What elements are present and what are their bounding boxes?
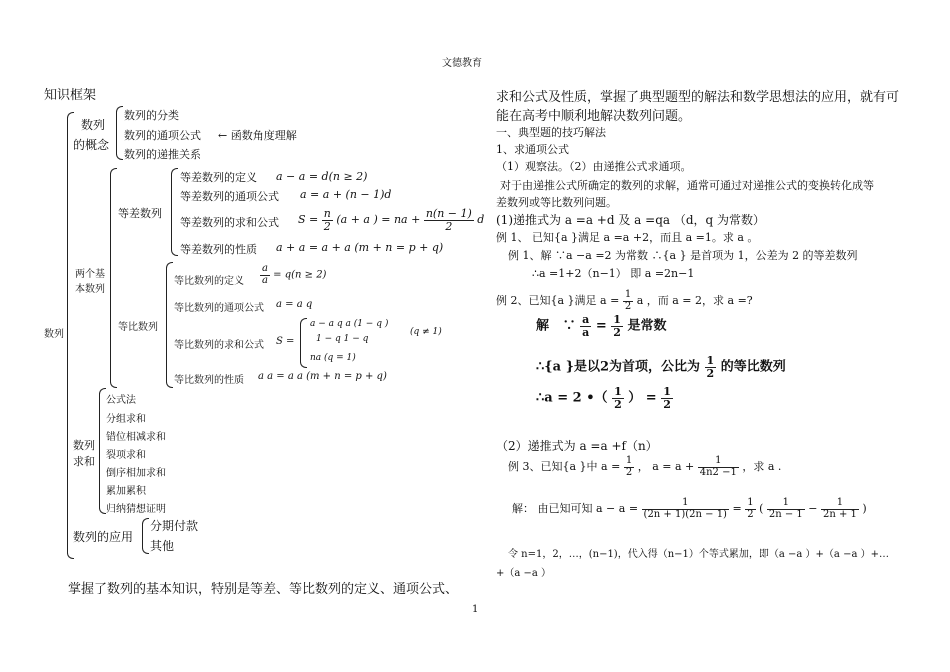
sum-item-7: 归纳猜想证明 xyxy=(106,504,166,515)
arith-item-prop: 等差数列的性质 xyxy=(180,243,257,256)
sum-item-6: 累加累积 xyxy=(106,486,146,497)
sum-item-5: 倒序相加求和 xyxy=(106,468,166,479)
root-brace xyxy=(67,112,74,559)
two-basic-brace xyxy=(110,168,117,388)
sum-item-3: 错位相减求和 xyxy=(106,432,166,443)
sum-label-2: 求和 xyxy=(73,455,95,468)
example-3-solution: 解： 由已知可知 a − a = $\frac{1}{(2n + 1)(2n - 1)}$ = $\frac{1}{2}$ ( $\frac{1}{2n - 1}$ − $\frac{1}{2n + 1}$ ) xyxy=(512,497,867,520)
root-label: 数列 xyxy=(44,329,64,340)
arith-formula-prop: a + a = a + a (m + n = p + q) xyxy=(276,241,444,254)
example-1-solution-1: 例 1、解 ∵a −a =2 为常数 ∴{a } 是首项为 1，公差为 2 的等差数列 xyxy=(508,249,858,262)
page-number: 1 xyxy=(472,604,479,615)
arith-formula-sum: S = $\frac{n}{2}$ (a + a ) = na + $\frac{n(n - 1)}{2}$ d xyxy=(298,207,485,233)
concept-note: ← 函数角度理解 xyxy=(218,129,297,142)
geo-formula-term: a = a q xyxy=(276,299,313,310)
right-line-1: 求和公式及性质，掌握了典型题型的解法和数学思想法的应用，就有可 xyxy=(496,90,900,105)
app-item-1: 分期付款 xyxy=(150,519,199,533)
two-basic-label-1: 两个基 xyxy=(75,269,105,280)
arith-label: 等差数列 xyxy=(118,207,162,220)
app-brace xyxy=(142,518,149,554)
concept-item-3: 数列的递推关系 xyxy=(124,148,201,161)
geo-formula-sum-case1-cond: (q ≠ 1) xyxy=(410,327,442,337)
arith-item-def: 等差数列的定义 xyxy=(180,171,257,184)
geo-formula-sum-left: S = xyxy=(276,336,295,347)
sum-item-1: 公式法 xyxy=(106,395,136,406)
right-line-2: 能在高考中顺利地解决数列问题。 xyxy=(496,109,692,124)
example-1-solution-2: ∴a =1+2（n−1） 即 a =2n−1 xyxy=(532,267,695,280)
arith-formula-def: a − a = d(n ≥ 2) xyxy=(276,170,368,183)
concept-item-2: 数列的通项公式 xyxy=(124,129,201,142)
type-1-line: (1)递推式为 a =a +d 及 a =qa （d，q 为常数） xyxy=(496,213,766,227)
geo-item-term: 等比数列的通项公式 xyxy=(174,303,264,314)
example-3: 例 3、已知{a }中 a = $\frac{1}{2}$ ， a = a + $\frac{1}{4n2 -1}$ ，求 a . xyxy=(508,455,782,478)
solution-line-1: 解 ∵ $\frac{a}{a}$ = $\frac{1}{2}$ 是常数 xyxy=(536,313,667,339)
arith-formula-term: a = a + (n − 1)d xyxy=(300,188,392,201)
type-2-line: （2）递推式为 a =a +f（n） xyxy=(496,439,658,453)
last-line-2: +（a −a ） xyxy=(496,568,552,579)
geo-label: 等比数列 xyxy=(118,322,158,333)
arith-item-term: 等差数列的通项公式 xyxy=(180,190,279,203)
example-2: 例 2、已知{a }满足 a = $\frac{1}{2}$ a ，而 a = 2，求 a =? xyxy=(496,289,753,312)
geo-formula-sum-case2: na (q = 1) xyxy=(310,353,356,363)
solution-line-3: ∴a = 2 •（ $\frac{1}{2}$ ） = $\frac{1}{2}$ xyxy=(536,385,671,411)
subsection-1-title: 1、求通项公式 xyxy=(496,143,569,156)
sum-item-4: 裂项求和 xyxy=(106,450,146,461)
knowledge-framework-heading: 知识框架 xyxy=(44,88,97,103)
geo-formula-prop: a a = a a (m + n = p + q) xyxy=(258,371,387,382)
left-bottom-text: 掌握了数列的基本知识，特别是等差、等比数列的定义、通项公式、 xyxy=(68,582,459,597)
geo-sum-brace xyxy=(300,318,307,368)
intro-line-2: 差数列或等比数列问题。 xyxy=(496,196,617,209)
intro-line-1: 对于由递推公式所确定的数列的求解，通常可通过对递推公式的变换转化成等 xyxy=(500,179,874,192)
concept-label-1: 数列 xyxy=(81,118,106,132)
sum-brace xyxy=(99,388,106,514)
geo-formula-sum-case1: a − a q a (1 − q ) xyxy=(310,319,389,329)
concept-brace xyxy=(116,106,123,160)
concept-item-1: 数列的分类 xyxy=(124,109,179,122)
geo-brace xyxy=(166,262,173,388)
methods-line: （1）观察法。（2）由递推公式求通项。 xyxy=(496,160,692,173)
app-item-2: 其他 xyxy=(150,539,175,553)
last-line-1: 令 n=1，2，…，(n−1)，代入得（n−1）个等式累加，即（a −a ）+（a −a ）+… xyxy=(508,549,889,560)
two-basic-label-2: 本数列 xyxy=(75,284,105,295)
geo-item-sum: 等比数列的求和公式 xyxy=(174,340,264,351)
sum-item-2: 分组求和 xyxy=(106,414,146,425)
sum-label-1: 数列 xyxy=(73,439,95,452)
geo-item-def: 等比数列的定义 xyxy=(174,276,244,287)
solution-line-2: ∴{a }是以2为首项，公比为 $\frac{1}{2}$ 的等比数列 xyxy=(536,354,786,380)
geo-item-prop: 等比数列的性质 xyxy=(174,375,244,386)
app-label: 数列的应用 xyxy=(73,530,134,544)
section-1-title: 一、典型题的技巧解法 xyxy=(496,126,606,139)
geo-formula-sum-case1-den: 1 − q 1 − q xyxy=(316,334,369,344)
page-header: 文德教育 xyxy=(442,58,482,69)
geo-formula-def: $\frac{a}{a}$ = q(n ≥ 2) xyxy=(262,263,327,286)
concept-label-2: 的概念 xyxy=(73,138,110,152)
arith-brace xyxy=(171,168,178,256)
example-1: 例 1、 已知{a }满足 a =a +2，而且 a =1。求 a 。 xyxy=(496,231,759,244)
arith-item-sum: 等差数列的求和公式 xyxy=(180,216,279,229)
